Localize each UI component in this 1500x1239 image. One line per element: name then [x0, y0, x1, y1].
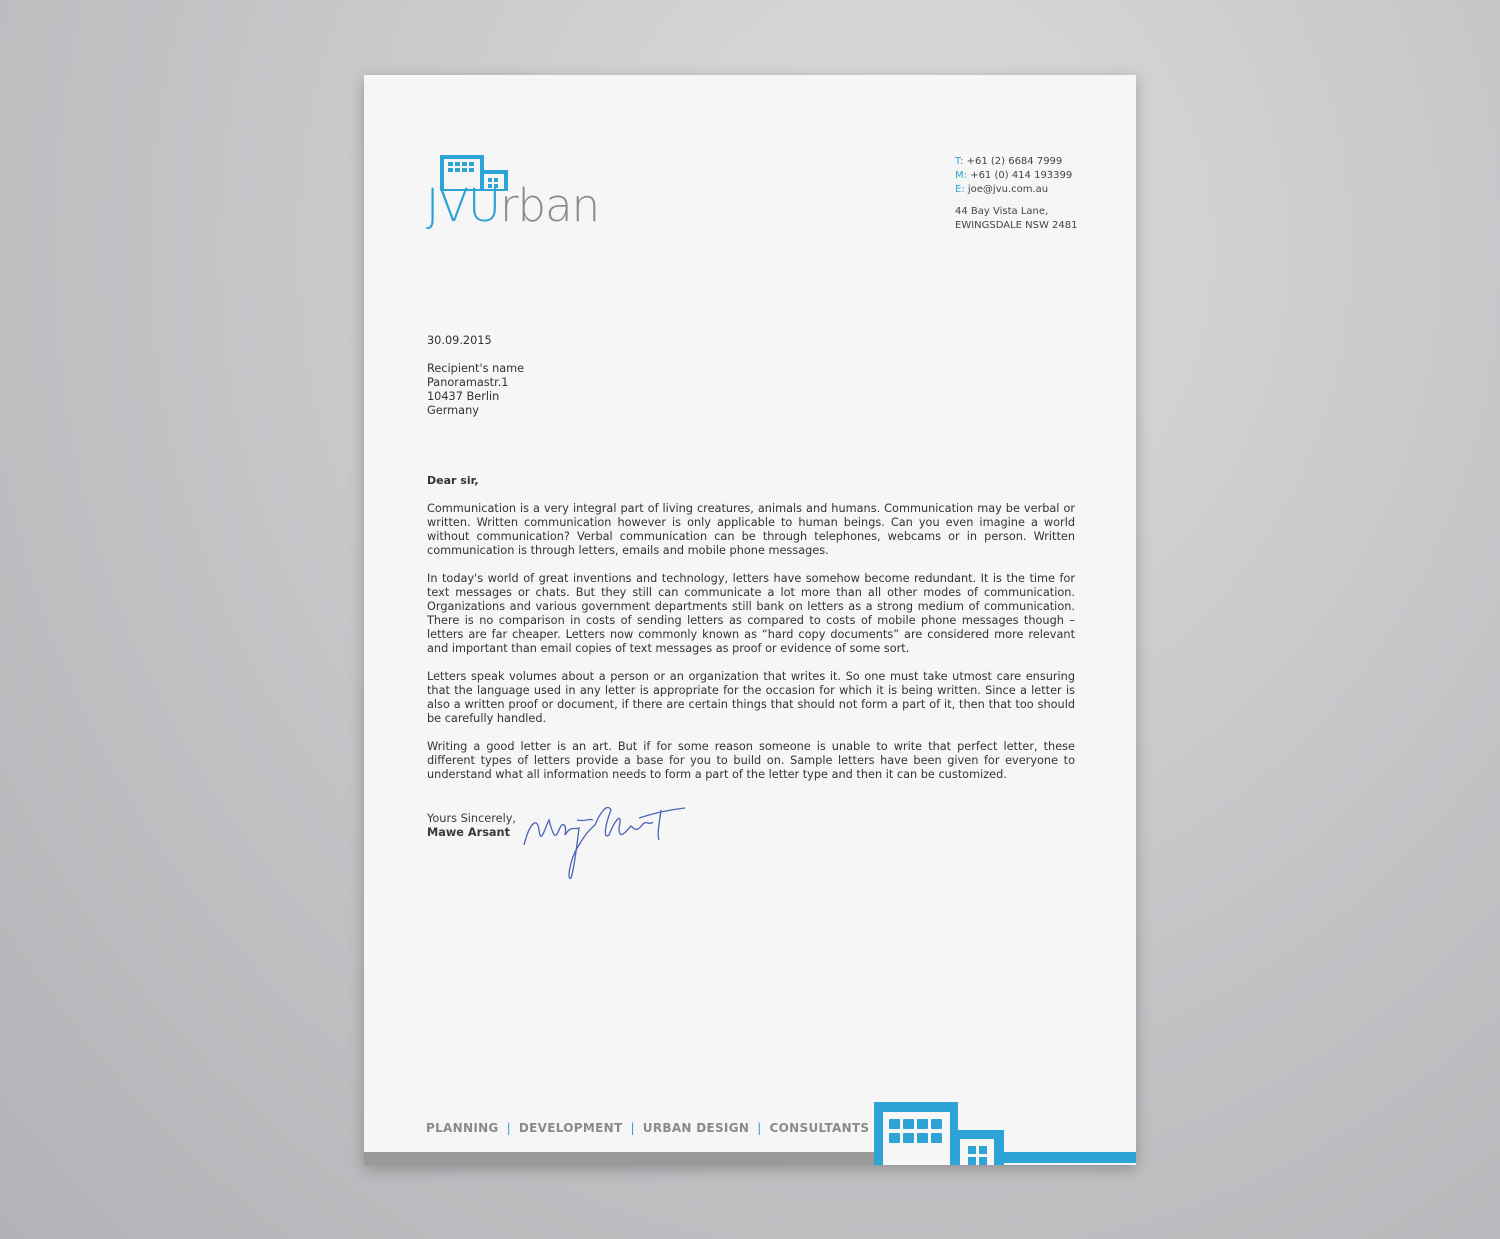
separator: | [506, 1121, 511, 1135]
signer-name: Mawe Arsant [427, 826, 511, 839]
signature-image [519, 790, 689, 885]
address-line-2: EWINGSDALE NSW 2481 [955, 219, 1078, 231]
letter-body [427, 334, 1075, 796]
service-planning: PLANNING [426, 1121, 499, 1135]
logo-text-rban: rban [500, 179, 600, 232]
contact-block [955, 155, 1078, 232]
paragraph: Communication is a very integral part of living creatures, animals and humans. Communication may be verbal or written. Written communication however is only applicable to human beings. Can you even imagine a world without communication? Verbal communication can be through telephones, webcams or in person. Written communication is through letters, emails and mobile phone messages. [427, 502, 1075, 557]
email-label: E: [955, 184, 965, 195]
recipient-name: Recipient's name [427, 362, 525, 375]
recipient-street: Panoramastr.1 [427, 376, 509, 389]
closing-block [427, 812, 516, 840]
service-urban-design: URBAN DESIGN [642, 1121, 750, 1135]
footer-blue-bar [1000, 1152, 1136, 1163]
separator: | [630, 1121, 635, 1135]
paragraph: Letters speak volumes about a person or an organization that writes it. So one must take utmost care ensuring that the language used in any letter is appropriate for the occasion for which it is being written. Since a letter is also a written proof or document, if there are certain things that should not form a part of it, then that too should be carefully handled. [427, 670, 1075, 725]
phone: +61 (2) 6684 7999 [966, 156, 1063, 167]
services-footer [426, 1121, 869, 1135]
address-line-1: 44 Bay Vista Lane, [955, 206, 1049, 217]
service-development: DEVELOPMENT [518, 1121, 623, 1135]
phone-label: T: [955, 156, 964, 167]
footer-building-icon [874, 1102, 1004, 1165]
logo-text-jvu: JVU [426, 179, 500, 232]
company-logo [426, 155, 606, 233]
footer-gray-bar [364, 1152, 876, 1165]
salutation: Dear sir, [427, 474, 479, 487]
recipient-city: 10437 Berlin [427, 390, 500, 403]
letterhead-page [364, 75, 1136, 1165]
email: joe@jvu.com.au [967, 184, 1049, 195]
separator: | [757, 1121, 762, 1135]
service-consultants: CONSULTANTS [769, 1121, 870, 1135]
mobile-label: M: [955, 170, 967, 181]
recipient-country: Germany [427, 404, 479, 417]
letter-date: 30.09.2015 [427, 334, 492, 347]
paragraph: In today's world of great inventions and technology, letters have somehow become redundant. It is the time for text messages or chats. But they still can communicate a lot more than all other modes of communication. Organizations and various government departments still bank on letters as a strong medium of communication. There is no comparison in costs of sending letters as compared to costs of mobile phone messages though – letters are far cheaper. Letters now commonly known as “hard copy documents” are considered more relevant and important than email copies of text messages as proof or evidence of some sort. [427, 572, 1075, 655]
mobile: +61 (0) 414 193399 [970, 170, 1073, 181]
closing: Yours Sincerely, [427, 812, 516, 825]
recipient-block [427, 362, 1075, 418]
paragraph: Writing a good letter is an art. But if for some reason someone is unable to write that perfect letter, these different types of letters provide a base for you to build on. Sample letters have been given for everyone to understand what all information needs to form a part of the letter type and then it can be customized. [427, 740, 1075, 781]
